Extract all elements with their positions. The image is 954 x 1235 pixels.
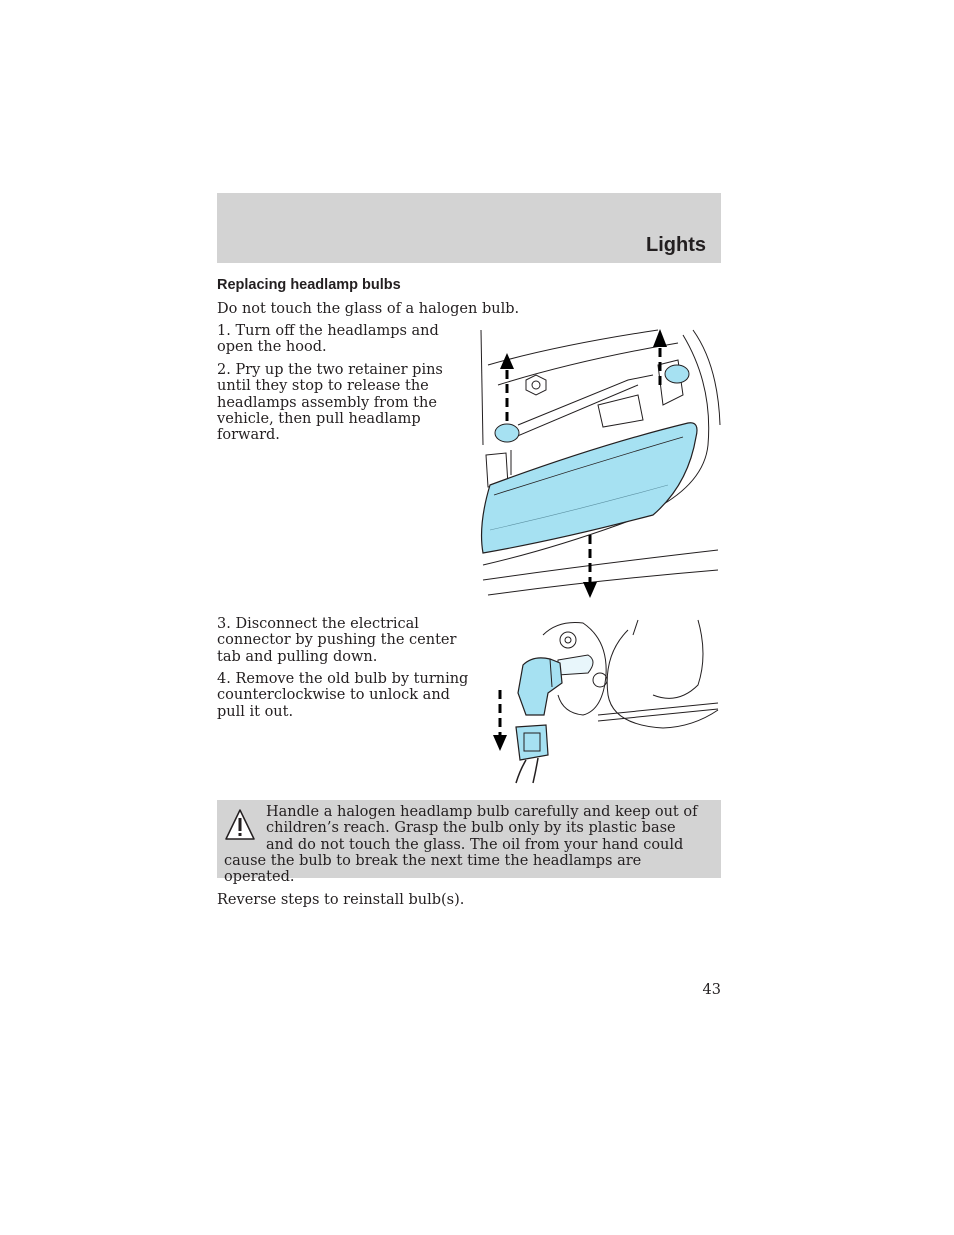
closing-text: Reverse steps to reinstall bulb(s). — [217, 892, 465, 908]
header-band — [217, 193, 721, 263]
headlamp-removal-illustration — [478, 325, 723, 600]
page-title: Lights — [646, 234, 706, 256]
intro-text: Do not touch the glass of a halogen bulb. — [217, 301, 520, 317]
step-4: 4. Remove the old bulb by turning counterclockwise to unlock and pull it out. — [217, 671, 469, 720]
section-heading: Replacing headlamp bulbs — [217, 277, 401, 293]
step-3: 3. Disconnect the electrical connector by pushing the center tab and pulling down. — [217, 616, 457, 665]
bulb-connector-illustration — [488, 615, 723, 785]
warning-paragraph — [224, 804, 704, 885]
warning-box — [217, 800, 721, 886]
page-number: 43 — [702, 982, 721, 998]
warning-triangle-icon — [224, 808, 256, 842]
step-1: 1. Turn off the headlamps and open the hood. — [217, 323, 439, 356]
warning-text: Handle a halogen headlamp bulb carefully and keep out of children’s reach. Grasp the bulb only by its plastic base and do not touch the glass. The oil from your hand could cause the bulb to break the next time the headlamps are operated. — [224, 804, 698, 886]
step-2: 2. Pry up the two retainer pins until they stop to release the headlamps assembly from the vehicle, then pull headlamp forward. — [217, 362, 443, 444]
